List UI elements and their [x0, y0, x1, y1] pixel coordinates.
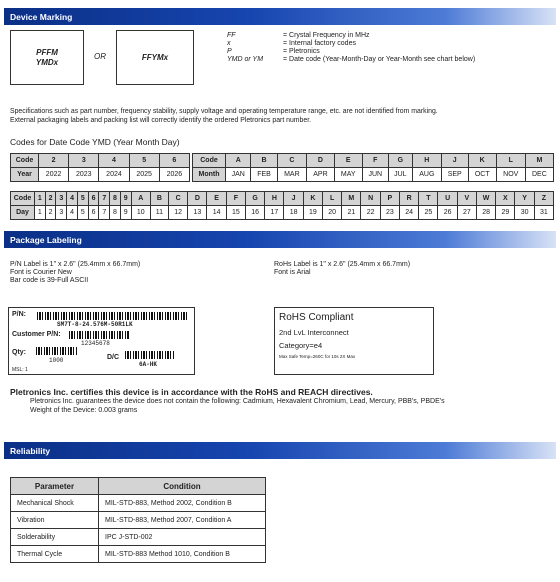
- code-cell: 2: [39, 154, 69, 168]
- code-cell: 2: [45, 206, 56, 220]
- rohs-label-spec: [274, 261, 410, 277]
- reliability-header-cell: Parameter: [11, 478, 99, 495]
- code-cell: L: [322, 192, 341, 206]
- code-cell: 2023: [69, 168, 99, 182]
- legend-value: = Crystal Frequency in MHz: [283, 32, 370, 39]
- code-cell: FEB: [251, 168, 277, 182]
- legend-row: [227, 32, 475, 40]
- code-cell: K: [468, 154, 496, 168]
- marking-box-ffymx: [116, 30, 194, 85]
- code-cell: 26: [438, 206, 457, 220]
- code-cell: 15: [226, 206, 245, 220]
- code-cell: Z: [534, 192, 553, 206]
- code-cell: 16: [245, 206, 264, 220]
- code-cell: Year: [11, 168, 39, 182]
- legend-key: YMD or YM: [227, 56, 264, 63]
- code-cell: U: [438, 192, 457, 206]
- code-cell: 13: [188, 206, 207, 220]
- code-cell: 11: [150, 206, 168, 220]
- pn-label-font: Font is Courier New: [10, 269, 72, 276]
- code-cell: NOV: [496, 168, 525, 182]
- pn-label-size: P/N Label is 1" x 2.6" (25.4mm x 66.7mm): [10, 261, 141, 268]
- code-cell: MAY: [334, 168, 362, 182]
- table-row: [193, 154, 554, 168]
- code-cell: 2: [45, 192, 56, 206]
- device-weight: Weight of the Device: 0.003 grams: [30, 406, 138, 414]
- code-cell: 12: [168, 206, 187, 220]
- year-code-table: [10, 153, 190, 182]
- code-cell: 31: [534, 206, 553, 220]
- reliability-condition: MIL-STD-883, Method 2007, Condition A: [99, 512, 266, 529]
- table-row: [11, 192, 554, 206]
- rohs-certification: Pletronics Inc. certifies this device is in accordance with the RoHS and REACH directives.: [10, 387, 373, 397]
- code-cell: 4: [67, 192, 78, 206]
- reliability-parameter: Solderability: [11, 529, 99, 546]
- code-cell: Code: [193, 154, 226, 168]
- table-row: [193, 168, 554, 182]
- reliability-header-row: [11, 478, 266, 495]
- code-cell: 8: [110, 192, 121, 206]
- reliability-condition: MIL-STD-883 Method 1010, Condition B: [99, 546, 266, 563]
- code-cell: Y: [515, 192, 534, 206]
- code-cell: F: [226, 192, 245, 206]
- reliability-table: [10, 477, 266, 563]
- qty-barcode: [36, 347, 78, 355]
- code-cell: D: [188, 192, 207, 206]
- pn-label-spec: [10, 261, 140, 285]
- section-header-device-marking: Device Marking: [4, 8, 556, 25]
- code-cell: 4: [67, 206, 78, 220]
- marking-box-line2: YMDx: [35, 57, 59, 67]
- code-cell: B: [251, 154, 277, 168]
- code-cell: D: [307, 154, 335, 168]
- code-cell: L: [496, 154, 525, 168]
- reliability-parameter: Vibration: [11, 512, 99, 529]
- month-code-table: [192, 153, 554, 182]
- reliability-header-cell: Condition: [99, 478, 266, 495]
- code-cell: J: [284, 192, 303, 206]
- code-cell: 4: [99, 154, 129, 168]
- marking-or: OR: [94, 52, 106, 61]
- rohs-label-size: RoHs Label is 1" x 2.6" (25.4mm x 66.7mm): [274, 261, 411, 268]
- reliability-condition: MIL-STD-883, Method 2002, Condition B: [99, 495, 266, 512]
- code-cell: 28: [476, 206, 495, 220]
- code-cell: 25: [419, 206, 438, 220]
- legend-key: x: [227, 40, 231, 47]
- code-cell: 20: [322, 206, 341, 220]
- code-cell: 3: [56, 192, 67, 206]
- code-cell: SEP: [441, 168, 468, 182]
- pn-label-sample: [8, 307, 195, 375]
- code-cell: H: [412, 154, 441, 168]
- code-cell: H: [265, 192, 284, 206]
- pn-label-barcode: Bar code is 39-Full ASCII: [10, 277, 89, 284]
- legend-key: FF: [227, 32, 236, 39]
- dc-caption: D/C: [107, 354, 120, 361]
- code-cell: 3: [69, 154, 99, 168]
- code-cell: 6: [88, 192, 99, 206]
- rohs-line1: 2nd LvL Interconnect: [279, 328, 349, 337]
- code-cell: R: [399, 192, 418, 206]
- section-header-package-labeling: Package Labeling: [4, 231, 556, 248]
- reliability-parameter: Thermal Cycle: [11, 546, 99, 563]
- code-cell: 5: [129, 154, 159, 168]
- code-cell: T: [419, 192, 438, 206]
- code-cell: Code: [11, 154, 39, 168]
- code-cell: 21: [342, 206, 361, 220]
- code-cell: E: [334, 154, 362, 168]
- marking-paragraph-1: Specifications such as part number, frequency stability, supply voltage and operating temperature range, etc. are not identified from marking.: [10, 108, 438, 115]
- code-cell: MAR: [277, 168, 307, 182]
- code-cell: JUL: [388, 168, 412, 182]
- legend-value: = Internal factory codes: [283, 40, 356, 47]
- code-cell: 9: [120, 206, 131, 220]
- code-cell: F: [362, 154, 388, 168]
- date-code-title: Codes for Date Code YMD (Year Month Day): [10, 137, 180, 147]
- reliability-condition: IPC J-STD-002: [99, 529, 266, 546]
- rohs-line2: Category=e4: [279, 341, 323, 350]
- code-cell: B: [150, 192, 168, 206]
- day-code-table: [10, 191, 554, 220]
- rohs-label-font: Font is Arial: [274, 269, 311, 276]
- legend-row: [227, 48, 475, 56]
- marking-box2-text: FFYMx: [141, 52, 169, 62]
- dc-barcode: [125, 351, 175, 359]
- code-cell: 6: [88, 206, 99, 220]
- customer-pn-barcode: [69, 331, 129, 339]
- rohs-title: RoHS Compliant: [279, 312, 354, 323]
- legend-key: P: [227, 48, 232, 55]
- code-cell: A: [226, 154, 251, 168]
- code-cell: 30: [515, 206, 534, 220]
- code-cell: 2022: [39, 168, 69, 182]
- code-cell: G: [388, 154, 412, 168]
- customer-pn-value: 12345678: [81, 340, 110, 347]
- code-cell: A: [131, 192, 150, 206]
- marking-box-line1: PFFM: [36, 47, 58, 57]
- table-row: [11, 168, 190, 182]
- code-cell: 17: [265, 206, 284, 220]
- code-cell: 1: [35, 206, 46, 220]
- code-cell: 18: [284, 206, 303, 220]
- code-cell: E: [207, 192, 226, 206]
- code-cell: DEC: [525, 168, 553, 182]
- code-cell: 9: [120, 192, 131, 206]
- code-cell: 8: [110, 206, 121, 220]
- legend-row: [227, 40, 475, 48]
- table-row: [11, 154, 190, 168]
- code-cell: 2025: [129, 168, 159, 182]
- code-cell: 6: [159, 154, 189, 168]
- code-cell: JUN: [362, 168, 388, 182]
- code-cell: W: [476, 192, 495, 206]
- code-cell: P: [380, 192, 399, 206]
- pn-barcode: [37, 312, 187, 320]
- msl-text: MSL: 1: [12, 367, 28, 373]
- legend-row: [227, 56, 475, 64]
- code-cell: APR: [307, 168, 335, 182]
- certification-detail: [30, 398, 540, 415]
- code-cell: 19: [303, 206, 322, 220]
- code-cell: J: [441, 154, 468, 168]
- code-cell: N: [361, 192, 380, 206]
- code-cell: M: [342, 192, 361, 206]
- code-cell: 14: [207, 206, 226, 220]
- reliability-parameter: Mechanical Shock: [11, 495, 99, 512]
- code-cell: OCT: [468, 168, 496, 182]
- code-cell: 29: [496, 206, 515, 220]
- table-row: [11, 206, 554, 220]
- code-cell: Code: [11, 192, 35, 206]
- code-cell: 24: [399, 206, 418, 220]
- code-cell: 5: [77, 206, 88, 220]
- code-cell: M: [525, 154, 553, 168]
- table-row: [11, 512, 266, 529]
- code-cell: AUG: [412, 168, 441, 182]
- pn-caption: P/N:: [12, 311, 26, 318]
- code-cell: 1: [35, 192, 46, 206]
- table-row: [11, 546, 266, 563]
- qty-value: 1000: [49, 357, 64, 364]
- code-cell: 7: [99, 192, 110, 206]
- code-cell: 22: [361, 206, 380, 220]
- code-cell: 3: [56, 206, 67, 220]
- code-cell: G: [245, 192, 264, 206]
- code-cell: V: [457, 192, 476, 206]
- marking-box-pffm: [10, 30, 84, 85]
- customer-pn-caption: Customer P/N:: [12, 331, 61, 338]
- table-row: [11, 529, 266, 546]
- code-cell: 23: [380, 206, 399, 220]
- code-cell: 27: [457, 206, 476, 220]
- code-cell: 2026: [159, 168, 189, 182]
- qty-caption: Qty:: [12, 349, 26, 356]
- code-cell: Day: [11, 206, 35, 220]
- code-cell: 7: [99, 206, 110, 220]
- code-cell: JAN: [226, 168, 251, 182]
- dc-value: 6A-HK: [139, 361, 158, 368]
- certification-substances: Pletronics Inc. guarantees the device does not contain the following: Cadmium, Hexavalent Chromium, Lead, Mercury, PBB's, PBDE's: [30, 398, 445, 405]
- code-cell: Month: [193, 168, 226, 182]
- code-cell: 2024: [99, 168, 129, 182]
- code-cell: C: [277, 154, 307, 168]
- code-cell: 10: [131, 206, 150, 220]
- rohs-label-sample: [274, 307, 434, 375]
- table-row: [11, 495, 266, 512]
- section-header-reliability: Reliability: [4, 442, 556, 459]
- code-cell: C: [168, 192, 187, 206]
- legend-value: = Pletronics: [283, 48, 320, 55]
- marking-legend: [227, 32, 475, 64]
- rohs-line3: Max Safe Temp=260C for 10s 2X Max: [279, 354, 356, 359]
- legend-value: = Date code (Year-Month-Day or Year-Month see chart below): [283, 56, 476, 63]
- code-cell: K: [303, 192, 322, 206]
- marking-paragraph-2: External packaging labels and packing list will correctly identify the ordered Pletronics part number.: [10, 117, 312, 124]
- code-cell: 5: [77, 192, 88, 206]
- pn-value: SM7T-8-24.576M-50R1LK: [57, 321, 133, 328]
- code-cell: X: [496, 192, 515, 206]
